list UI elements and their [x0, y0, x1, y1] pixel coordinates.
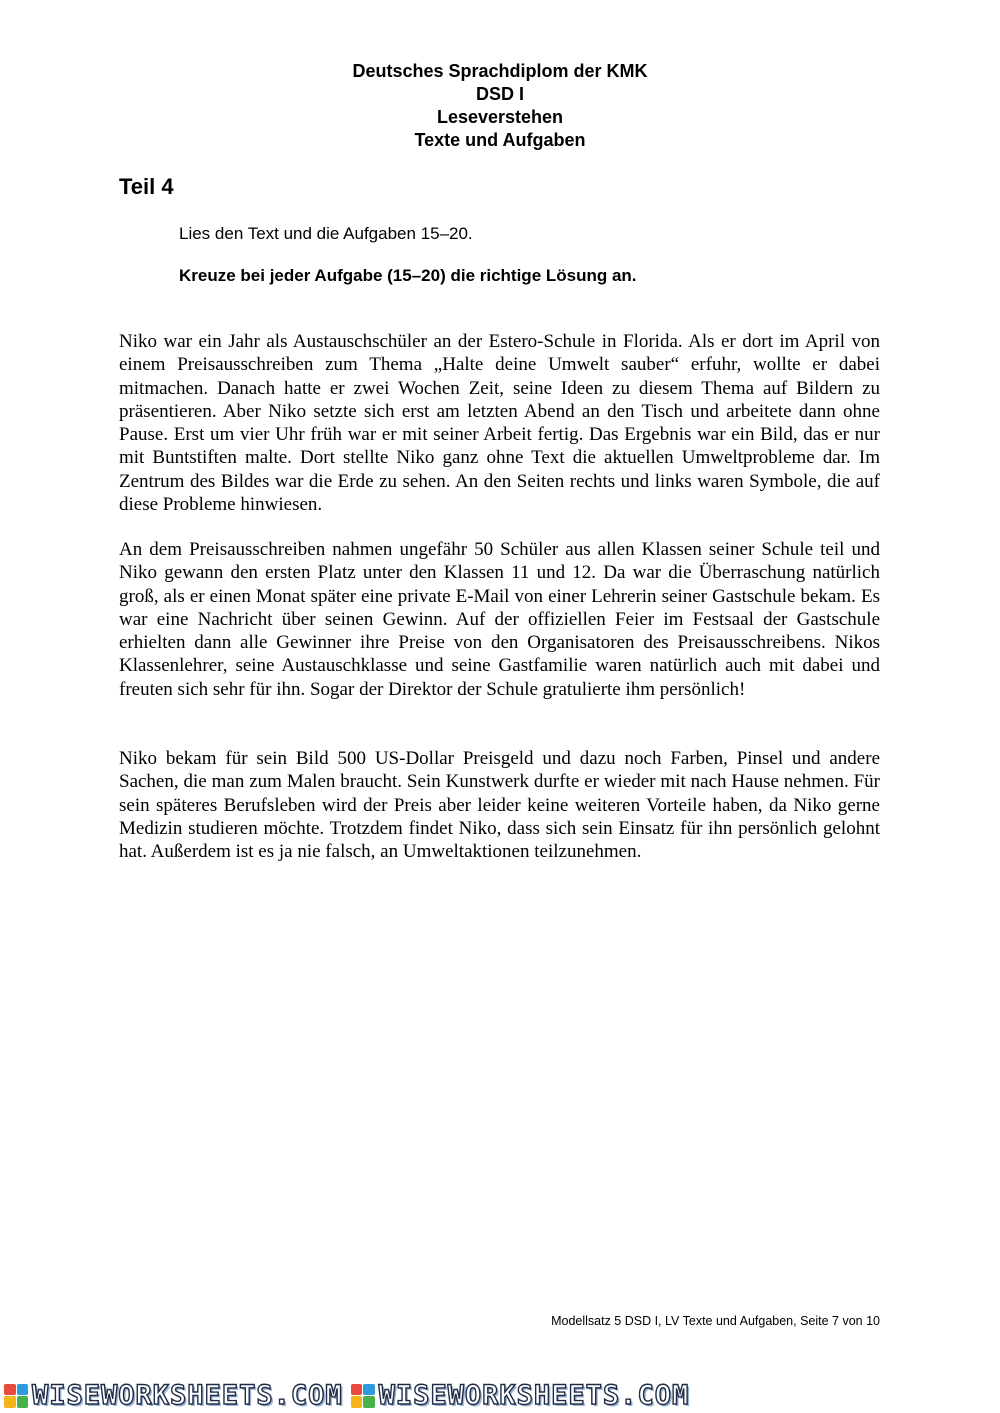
header-subtitle: Texte und Aufgaben — [414, 130, 586, 150]
page-footer: Modellsatz 5 DSD I, LV Texte und Aufgaben, Seite 7 von 10 — [551, 1314, 880, 1328]
header-title: Deutsches Sprachdiplom der KMK — [352, 61, 648, 81]
wise-logo-icon — [351, 1384, 375, 1408]
watermark-logo-1 — [4, 1380, 343, 1411]
text-paragraph-1: Niko war ein Jahr als Austauschschüler an der Estero-Schule in Florida. Als er dort im April von einem Preisausschreiben zum Thema „Halte deine Umwelt sauber“ erfuhr, wollte er dabei mitmachen. Danach hatte er zwei Wochen Zeit, seine Ideen zu diesem Thema auf Bildern zu präsentieren. Aber Niko setzte sich erst am letzten Abend an den Tisch und arbeitete dann ohne Pause. Erst um vier Uhr früh war er mit seiner Arbeit fertig. Das Ergebnis war ein Bild, das er nur mit Buntstiften malte. Dort stellte Niko ganz ohne Text die aktuellen Umweltprobleme dar. Im Zentrum des Bildes war die Erde zu sehen. An den Seiten rechts und links waren Symbole, die auf diese Probleme hinwiesen. — [119, 331, 880, 516]
wise-logo-icon — [4, 1384, 28, 1408]
watermark-text: WISEWORKSHEETS.COM — [378, 1380, 690, 1411]
document-header — [0, 60, 1000, 152]
header-subject: Leseverstehen — [436, 107, 564, 127]
watermark-logo-2 — [351, 1380, 690, 1411]
section-title: Teil 4 — [119, 174, 174, 199]
text-paragraph-2: An dem Preisausschreiben nahmen ungefähr 50 Schüler aus allen Klassen seiner Schule teil und Niko gewann den ersten Platz unter den Klassen 11 und 12. Da war die Überraschung natürlich groß, als er einen Monat später eine private E-Mail von einer Lehrerin seiner Gastschule bekam. Es war eine Nachricht über seinen Gewinn. Auf der offiziellen Feier im Festsaal der Gastschule erhielten dann alle Gewinner ihre Preise von den Organisatoren des Preisausschreibens. Nikos Klassenlehrer, seine Austauschklasse und seine Gastfamilie waren natürlich auch mit dabei und freuten sich sehr für ihn. Sogar der Direktor der Schule gratulierte ihm persönlich! — [119, 539, 880, 700]
watermark-banner — [0, 1378, 1000, 1413]
header-level: DSD I — [475, 84, 524, 104]
instruction-text: Lies den Text und die Aufgaben 15–20. — [179, 224, 473, 243]
watermark-text: WISEWORKSHEETS.COM — [32, 1380, 343, 1411]
task-instruction: Kreuze bei jeder Aufgabe (15–20) die richtige Lösung an. — [179, 266, 637, 285]
text-paragraph-3: Niko bekam für sein Bild 500 US-Dollar Preisgeld und dazu noch Farben, Pinsel und andere Sachen, die man zum Malen braucht. Sein Kunstwerk durfte er wieder mit nach Hause nehmen. Für sein späteres Berufsleben wird der Preis aber leider keine weiteren Vorteile haben, da Niko gerne Medizin studieren möchte. Trotzdem findet Niko, dass sich sein Einsatz für ihn persönlich gelohnt hat. Außerdem ist es ja nie falsch, an Umweltaktionen teilzunehmen. — [119, 748, 880, 863]
